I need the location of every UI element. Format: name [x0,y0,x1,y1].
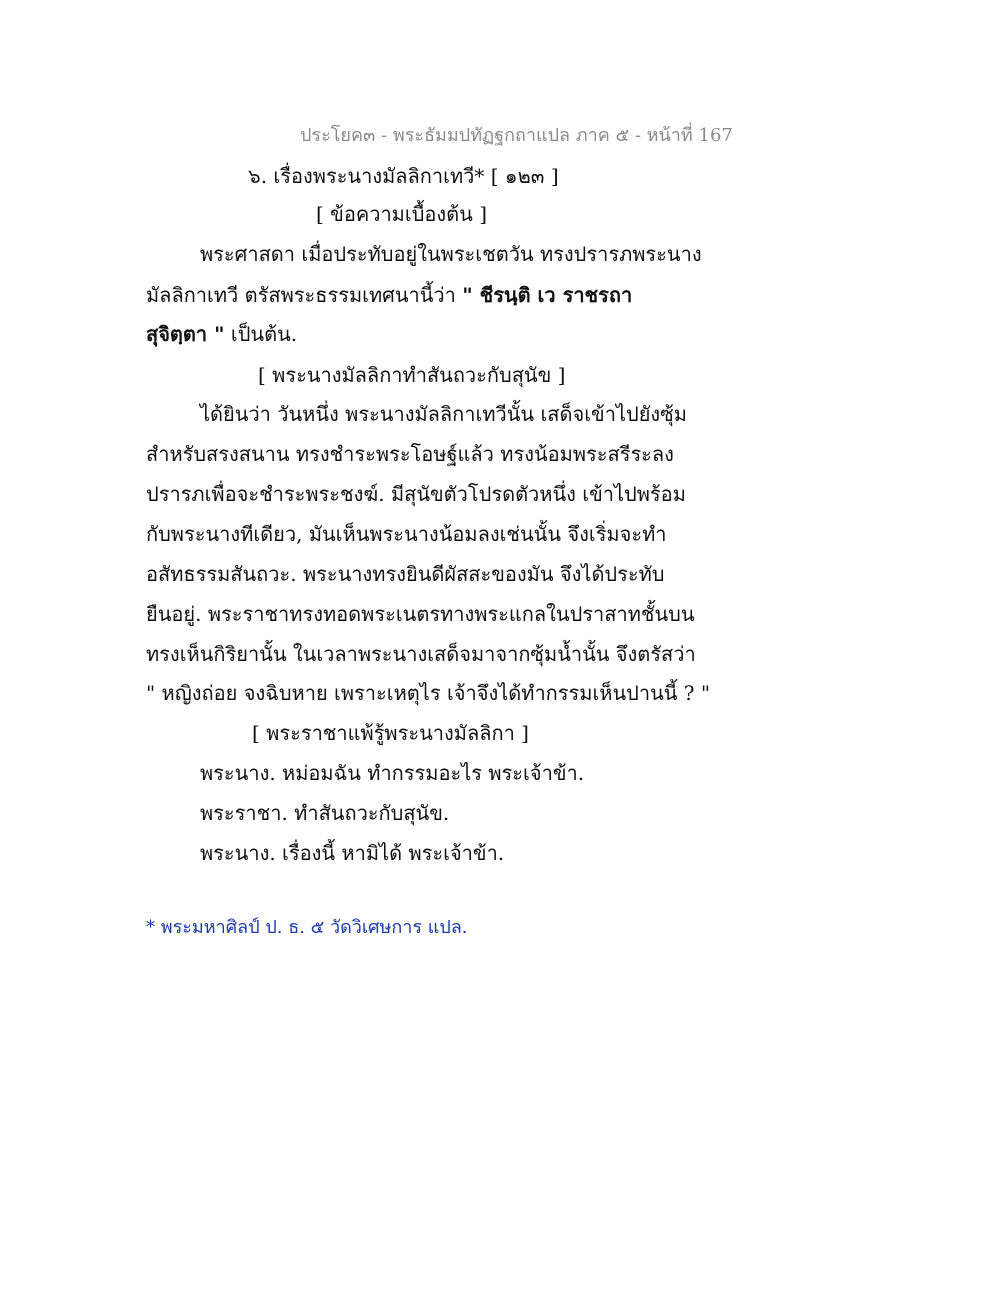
paragraph2-line7: ทรงเห็นกิริยานั้น ในเวลาพระนางเสด็จมาจากซุ้มน้ำนั้น จึงตรัสว่า [146,642,696,666]
pali-verse-start: " ชีรนฺติ เว ราชรถา [462,283,633,307]
paragraph2-line8: " หญิงถ่อย จงฉิบหาย เพราะเหตุไร เจ้าจึงได้ทำกรรมเห็นปานนี้ ? " [146,681,711,705]
dialogue-line2: พระราชา. ทำสันถวะกับสุนัข. [200,801,450,825]
translator-footnote: * พระมหาศิลป์ ป. ธ. ๕ วัดวิเศษการ แปล. [146,917,468,938]
section-heading-opening: [ ข้อความเบื้องต้น ] [316,202,487,226]
paragraph2-line4: กับพระนางทีเดียว, มันเห็นพระนางน้อมลงเช่นนั้น จึงเริ่มจะทำ [146,522,667,546]
paragraph2-line6: ยืนอยู่. พระราชาทรงทอดพระเนตรทางพระแกลในปราสาทชั้นบน [146,602,695,626]
paragraph1-line1: พระศาสดา เมื่อประทับอยู่ในพระเชตวัน ทรงปรารภพระนาง [200,242,702,266]
running-head: ประโยค๓ - พระธัมมปทัฏฐกถาแปล ภาค ๕ - หน้าที่ 167 [300,125,733,146]
dialogue-line1: พระนาง. หม่อมฉัน ทำกรรมอะไร พระเจ้าข้า. [200,761,585,785]
paragraph2-line2: สำหรับสรงสนาน ทรงชำระพระโอษฐ์แล้ว ทรงน้อมพระสรีระลง [146,442,674,466]
paragraph1-line2-plain: มัลลิกาเทวี ตรัสพระธรรมเทศนานี้ว่า [146,283,463,307]
paragraph1-line3-plain: เป็นต้น. [224,322,298,346]
dialogue-line3: พระนาง. เรื่องนี้ หามิได้ พระเจ้าข้า. [200,841,505,865]
section-heading-king-knows: [ พระราชาแพ้รู้พระนางมัลลิกา ] [252,721,529,745]
story-title: ๖. เรื่องพระนางมัลลิกาเทวี* [ ๑๒๓ ] [248,164,559,188]
paragraph1-line2 [146,281,632,309]
paragraph1-line3 [146,320,297,348]
paragraph2-line3: ปรารภเพื่อจะชำระพระชงฆ์. มีสุนัขตัวโปรดตัวหนึ่ง เข้าไปพร้อม [146,482,686,506]
pali-verse-end: สุจิตฺตา " [146,322,225,346]
paragraph2-line5: อสัทธรรมสันถวะ. พระนางทรงยินดีผัสสะของมัน จึงได้ประทับ [146,562,665,586]
section-heading-dog-episode: [ พระนางมัลลิกาทำสันถวะกับสุนัข ] [258,363,566,387]
paragraph2-line1: ได้ยินว่า วันหนึ่ง พระนางมัลลิกาเทวีนั้น เสด็จเข้าไปยังซุ้ม [200,402,687,426]
